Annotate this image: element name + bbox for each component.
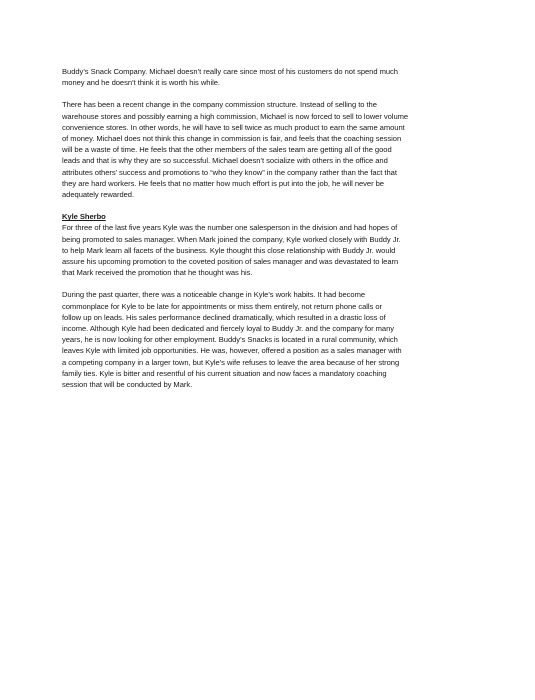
text-line: commonplace for Kyle to be late for appointments or miss them entirely, not return phone calls or xyxy=(62,301,383,311)
text-line: warehouse stores and possibly earning a high commission, Michael is now forced to sell to lower volume xyxy=(62,111,409,121)
text-line: to help Mark learn all facets of the business. Kyle thought this close relationship with Buddy Jr. would xyxy=(62,245,396,255)
text-line: income. Although Kyle had been dedicated and fiercely loyal to Buddy Jr. and the company for many xyxy=(62,324,395,334)
text-line: of money. Michael does not think this change in commission is fair, and feels that the coaching session xyxy=(62,134,402,144)
text-line: family ties. Kyle is bitter and resentful of his current situation and now faces a mandatory coaching xyxy=(62,368,387,378)
text-line: a competing company in a larger town, but Kyle’s wife refuses to leave the area because of her strong xyxy=(62,357,400,367)
text-line: session that will be conducted by Mark. xyxy=(62,380,193,390)
text-line: For three of the last five years Kyle was the number one salesperson in the division and had hopes of xyxy=(62,223,398,233)
text-line: being promoted to sales manager. When Mark joined the company, Kyle worked closely with Buddy Jr. xyxy=(62,234,401,244)
text-line: Buddy’s Snack Company. Michael doesn’t really care since most of his customers do not spend much xyxy=(62,67,398,76)
text-line: will be a waste of time. He feels that the other members of the sales team are getting all of the good xyxy=(62,145,392,155)
text-line: assure his upcoming promotion to the coveted position of sales manager and was devastated to learn xyxy=(62,257,399,267)
text-line: leads and that is why they are so successful. Michael doesn’t socialize with others in the office and xyxy=(62,156,388,166)
text-line: follow up on leads. His sales performance declined dramatically, which resulted in a drastic loss of xyxy=(62,312,386,322)
text-line: attributes others’ success and promotions to “who they know” in the company rather than the fact that xyxy=(62,167,397,177)
text-line: convenience stores. In other words, he will have to sell twice as much product to earn the same amount xyxy=(62,122,405,132)
paragraph-4 xyxy=(62,289,474,390)
paragraph-2 xyxy=(62,99,474,200)
text-line: adequately rewarded. xyxy=(62,190,135,200)
text-line: money and he doesn’t think it is worth his while. xyxy=(62,78,220,88)
paragraph-3-section xyxy=(62,211,474,278)
paragraph-1 xyxy=(62,66,474,88)
text-line: years, he is now looking for other employment. Buddy’s Snacks is located in a rural community, which xyxy=(62,335,398,345)
text-line: that Mark received the promotion that he thought was his. xyxy=(62,268,253,278)
document-body xyxy=(62,66,474,401)
text-line: leaves Kyle with limited job opportunities. He was, however, offered a position as a sales manager with xyxy=(62,346,402,356)
text-line: During the past quarter, there was a noticeable change in Kyle’s work habits. It had become xyxy=(62,290,366,300)
text-line: they are hard workers. He feels that no matter how much effort is put into the job, he will never be xyxy=(62,178,384,188)
text-line: There has been a recent change in the company commission structure. Instead of selling to the xyxy=(62,100,377,110)
section-heading: Kyle Sherbo xyxy=(62,212,106,222)
